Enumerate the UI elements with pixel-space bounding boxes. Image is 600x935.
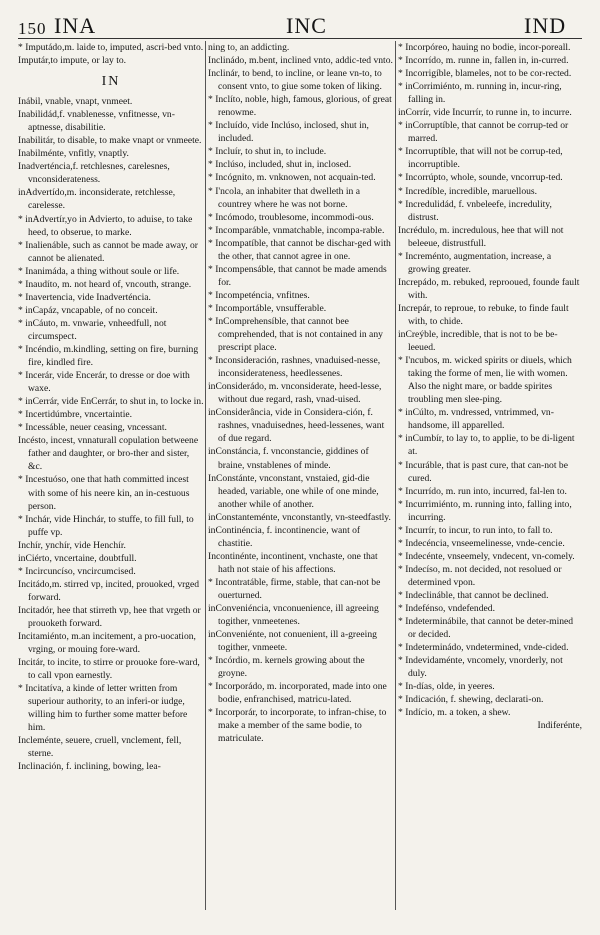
dictionary-entry: * Indecénte, vnseemely, vndecent, vn-comely. <box>398 550 575 562</box>
dictionary-entry: * InComprehensíble, that cannot bee comprehended, that is not contained in any prescript place. <box>208 315 383 354</box>
guide-word-center: INC <box>286 13 327 38</box>
dictionary-entry: inConstanteménte, vnconstantly, vn-steedfastly. <box>208 511 391 523</box>
dictionary-entry: * Incómodo, troublesome, incommodi-ous. <box>208 211 374 223</box>
dictionary-entry: * Indeterminádo, vndetermined, vnde-cided. <box>398 642 569 654</box>
dictionary-entry: * Incuráble, that is past cure, that can-not be cured. <box>398 459 568 484</box>
dictionary-entry: inConstáncia, f. vnconstancie, giddines of braine, vnstablenes of minde. <box>208 446 369 471</box>
dictionary-entry: * Indício, m. a token, a shew. <box>398 707 511 719</box>
columns <box>18 39 582 924</box>
dictionary-entry: * inCapáz, vncapable, of no conceit. <box>18 304 158 316</box>
dictionary-entry: * Incórdio, m. kernels growing about the groyne. <box>208 655 365 680</box>
dictionary-entry: * inCumbír, to lay to, to applie, to be di-ligent at. <box>398 433 575 458</box>
dictionary-entry: * Incurrimiénto, m. running into, falling into, incurring. <box>398 498 572 523</box>
dictionary-entry: * I'ncubos, m. wicked spirits or diuels, which taking the forme of men, lie with women. Also the night mare, or badde spirites troubling men slee-ping. <box>398 355 572 406</box>
dictionary-entry: Increpádo, m. rebuked, reprooued, founde fault with. <box>398 276 580 301</box>
dictionary-entry: Incleménte, seuere, cruell, vnclement, fell, sterne. <box>18 735 182 760</box>
dictionary-entry: Inábil, vnable, vnapt, vnmeet. <box>18 96 133 108</box>
dictionary-entry: Inclinádo, m.bent, inclined vnto, addic-ted vnto. <box>208 55 393 67</box>
dictionary-entry: * Indecíso, m. not decided, not resolued or determined vpon. <box>398 563 562 588</box>
dictionary-entry: * inCáuto, m. vnwarie, vnheedfull, not circumspect. <box>18 317 167 342</box>
dictionary-entry: * Incestuóso, one that hath committed incest with some of his neere kin, an in-cestuous person. <box>18 474 190 512</box>
dictionary-entry: * Incredíble, incredible, maruellous. <box>398 185 538 197</box>
dictionary-entry: * Incorporár, to incorporate, to infran-chise, to make a member of the same bodie, to matriculate. <box>208 707 387 745</box>
dictionary-entry: inContinéncia, f. incontinencie, want of chastitie. <box>208 524 361 549</box>
dictionary-entry: Inclinár, to bend, to incline, or leane vn-to, to consent vnto, to giue some token of liking. <box>208 68 382 93</box>
dictionary-entry: * Incerár, vide Encerár, to dresse or doe with waxe. <box>18 370 190 395</box>
dictionary-entry: * Incitatíva, a kinde of letter written from superiour authority, to an inferi-or iudge, willing him to further some matter before him. <box>18 683 188 734</box>
dictionary-entry: * Incompensáble, that cannot be made amends for. <box>208 263 387 288</box>
dictionary-entry: * Incorrigíble, blameles, not to be cor-rected. <box>398 68 572 80</box>
dictionary-entry: * Incorpóreo, hauing no bodie, incor-poreall. <box>398 42 571 53</box>
dictionary-entry: * Inalienáble, such as cannot be made away, or cannot be alienated. <box>18 239 198 264</box>
entry-list <box>398 41 582 719</box>
dictionary-entry: inCorrír, vide Incurrír, to runne in, to incurre. <box>398 107 572 119</box>
dictionary-entry: Incitádo,m. stirred vp, incited, prouoked, vrged forward. <box>18 578 199 603</box>
dictionary-entry: * Incluír, to shut in, to include. <box>208 146 327 158</box>
dictionary-entry: * Incorrúpto, whole, sounde, vncorrup-ted. <box>398 172 563 184</box>
dictionary-entry: inAdvertído,m. inconsiderate, retchlesse, carelesse. <box>18 187 176 212</box>
dictionary-entry: Incésto, incest, vnnaturall copulation betweene father and daughter, or bro-ther and sister, &c. <box>18 435 199 473</box>
dictionary-entry: * Incertidúmbre, vncertaintie. <box>18 409 133 421</box>
column-3 <box>398 41 582 924</box>
dictionary-entry: Inchír, ynchír, vide Henchír. <box>18 539 126 551</box>
dictionary-entry: inConveniéncia, vnconuenience, ill agreeing togither, vnmeetenes. <box>208 603 379 628</box>
entry-list <box>18 41 204 67</box>
dictionary-entry: * inAdvertír,yo in Advierto, to aduise, to take heed, to obserue, to marke. <box>18 213 193 238</box>
dictionary-entry: Inclinación, f. inclining, bowing, lea- <box>18 761 161 773</box>
dictionary-entry: inCiérto, vncertaine, doubtfull. <box>18 552 137 564</box>
dictionary-entry: * Imputádo,m. laide to, imputed, ascri-bed vnto. <box>18 42 204 53</box>
dictionary-entry: * Inavertencia, vide Inadverténcia. <box>18 291 151 303</box>
dictionary-entry: * Incompatíble, that cannot be dischar-ged with the other, that cannot agree in one. <box>208 237 391 262</box>
dictionary-entry: * Inclúso, included, shut in, inclosed. <box>208 159 352 171</box>
column-1 <box>18 41 204 924</box>
dictionary-entry: * Incontratáble, firme, stable, that can-not be ouerturned. <box>208 576 381 601</box>
page-number: 150 <box>18 19 47 38</box>
dictionary-entry: Incontinénte, incontinent, vnchaste, one that hath not staie of his affections. <box>208 550 378 575</box>
dictionary-entry: inConsiderádo, m. vnconsiderate, heed-lesse, without due regard, rash, vnad-uised. <box>208 381 382 406</box>
dictionary-entry: * Incéndio, m.kindling, setting on fire, burning fire, kindled fire. <box>18 343 199 369</box>
dictionary-entry: * Incógnito, m. vnknowen, not acquain-ted. <box>208 172 376 184</box>
dictionary-entry: * Incomportáble, vnsufferable. <box>208 302 327 314</box>
dictionary-entry: * inCerrár, vide EnCerrár, to shut in, to locke in. <box>18 396 204 408</box>
dictionary-entry: * Indecéncia, vnseemelinesse, vnde-cencie. <box>398 537 565 549</box>
dictionary-entry: * Indeclináble, that cannot be declined. <box>398 589 549 601</box>
dictionary-entry: Inadverténcia,f. retchlesnes, carelesnes, vnconsiderateness. <box>18 161 170 186</box>
entry-list <box>208 41 394 746</box>
dictionary-entry: Incitadór, hee that stirreth vp, hee that vrgeth or prouoketh forward. <box>18 604 201 629</box>
dictionary-entry: Inabilidád,f. vnablenesse, vnfitnesse, vn-aptnesse, disabilitie. <box>18 109 175 134</box>
dictionary-entry: * inCorruptíble, that cannot be corrup-ted or marred. <box>398 120 569 145</box>
dictionary-entry: * Incurrído, m. run into, incurred, fal-len to. <box>398 485 567 497</box>
column-2 <box>208 41 394 924</box>
dictionary-entry: Incitár, to incite, to stirre or prouoke fore-ward, to call vpon earnestly. <box>18 657 200 682</box>
dictionary-entry: Inabilitár, to disable, to make vnapt or vnmeete. <box>18 135 202 147</box>
dictionary-entry: * Incompeténcia, vnfitnes. <box>208 289 310 301</box>
dictionary-entry: InConstánte, vnconstant, vnstaied, gid-die headed, variable, one while of one minde, another while of another. <box>208 472 379 510</box>
dictionary-entry: Incrédulo, m. incredulous, hee that will not beleeue, distrustfull. <box>398 224 564 249</box>
dictionary-entry: * Inclíto, noble, high, famous, glorious, of great renowme. <box>208 94 392 119</box>
section-heading: IN <box>101 74 121 90</box>
dictionary-entry: * Inchár, vide Hinchár, to stuffe, to fill full, to puffe vp. <box>18 513 194 538</box>
dictionary-entry: Imputár,to impute, or lay to. <box>18 55 127 67</box>
dictionary-entry: inConsiderância, vide in Considera-ción, f. rashnes, vnaduisednes, heed-lessenes, want of due regard. <box>208 407 385 445</box>
dictionary-entry: * Incessáble, neuer ceasing, vncessant. <box>18 422 167 434</box>
dictionary-entry: inCreýble, incredible, that is not to be be-leeued. <box>398 329 558 354</box>
dictionary-entry: * In-días, olde, in yeeres. <box>398 681 495 693</box>
dictionary-entry: * inCorrimiénto, m. running in, incur-ring, falling in. <box>398 81 562 106</box>
dictionary-entry: * inCúlto, m. vndressed, vntrimmed, vn-handsome, ill apparelled. <box>398 407 554 432</box>
catchword: Indiferénte, <box>537 720 582 732</box>
dictionary-entry: * Indevidaménte, vncomely, vnorderly, not duly. <box>398 655 563 680</box>
dictionary-entry: * Incorporádo, m. incorporated, made into one bodie, enfranchised, matricu-lated. <box>208 681 387 706</box>
dictionary-entry: * Indefénso, vndefended. <box>398 603 495 615</box>
dictionary-entry: Inabilménte, vnfitly, vnaptly. <box>18 148 129 160</box>
dictionary-entry: * Inanimáda, a thing without soule or life. <box>18 265 180 277</box>
guide-word-right: IND <box>524 13 567 38</box>
dictionary-entry: * Indeterminábile, that cannot be deter-mined or decided. <box>398 616 574 641</box>
dictionary-entry: * I'ncola, an inhabiter that dwelleth in a countrey where he was not borne. <box>208 185 360 210</box>
dictionary-entry: * Incorruptíble, that will not be corrup-ted, incorruptible. <box>398 146 563 171</box>
guide-word-left: INA <box>54 13 97 38</box>
dictionary-entry: * Incurrír, to incur, to run into, to fall to. <box>398 524 553 536</box>
dictionary-entry: inConveniénte, not conuenient, ill a-greeing togither, vnmeete. <box>208 629 377 654</box>
column-rule <box>395 41 396 910</box>
dictionary-entry: Increpár, to reproue, to rebuke, to finde fault with, to chide. <box>398 302 569 327</box>
dictionary-entry: * Inaudíto, m. not heard of, vncouth, strange. <box>18 278 192 290</box>
dictionary-entry: * Increménto, augmentation, increase, a growing greater. <box>398 250 552 275</box>
entry-list <box>18 95 204 773</box>
running-header <box>18 14 582 39</box>
dictionary-entry: Incitamiénto, m.an incitement, a pro-uocation, vrging, or mouing fore-ward. <box>18 631 196 656</box>
dictionary-entry: * Incluído, vide Inclúso, inclosed, shut in, included. <box>208 120 369 145</box>
dictionary-entry: ning to, an addicting. <box>208 42 290 53</box>
dictionary-entry: * Incomparáble, vnmatchable, incompa-rable. <box>208 224 385 236</box>
column-rule <box>205 41 206 910</box>
dictionary-entry: * Inconsideración, rashnes, vnaduised-nesse, inconsiderateness, heedlessenes. <box>208 355 381 380</box>
dictionary-entry: * Incorrído, m. runne in, fallen in, in-curred. <box>398 55 569 67</box>
dictionary-entry: * Incredulidád, f. vnbeleefe, incredulity, distrust. <box>398 198 552 223</box>
dictionary-entry: * Incircuncíso, vncircumcised. <box>18 565 136 577</box>
dictionary-entry: * Indicación, f. shewing, declarati-on. <box>398 694 544 706</box>
